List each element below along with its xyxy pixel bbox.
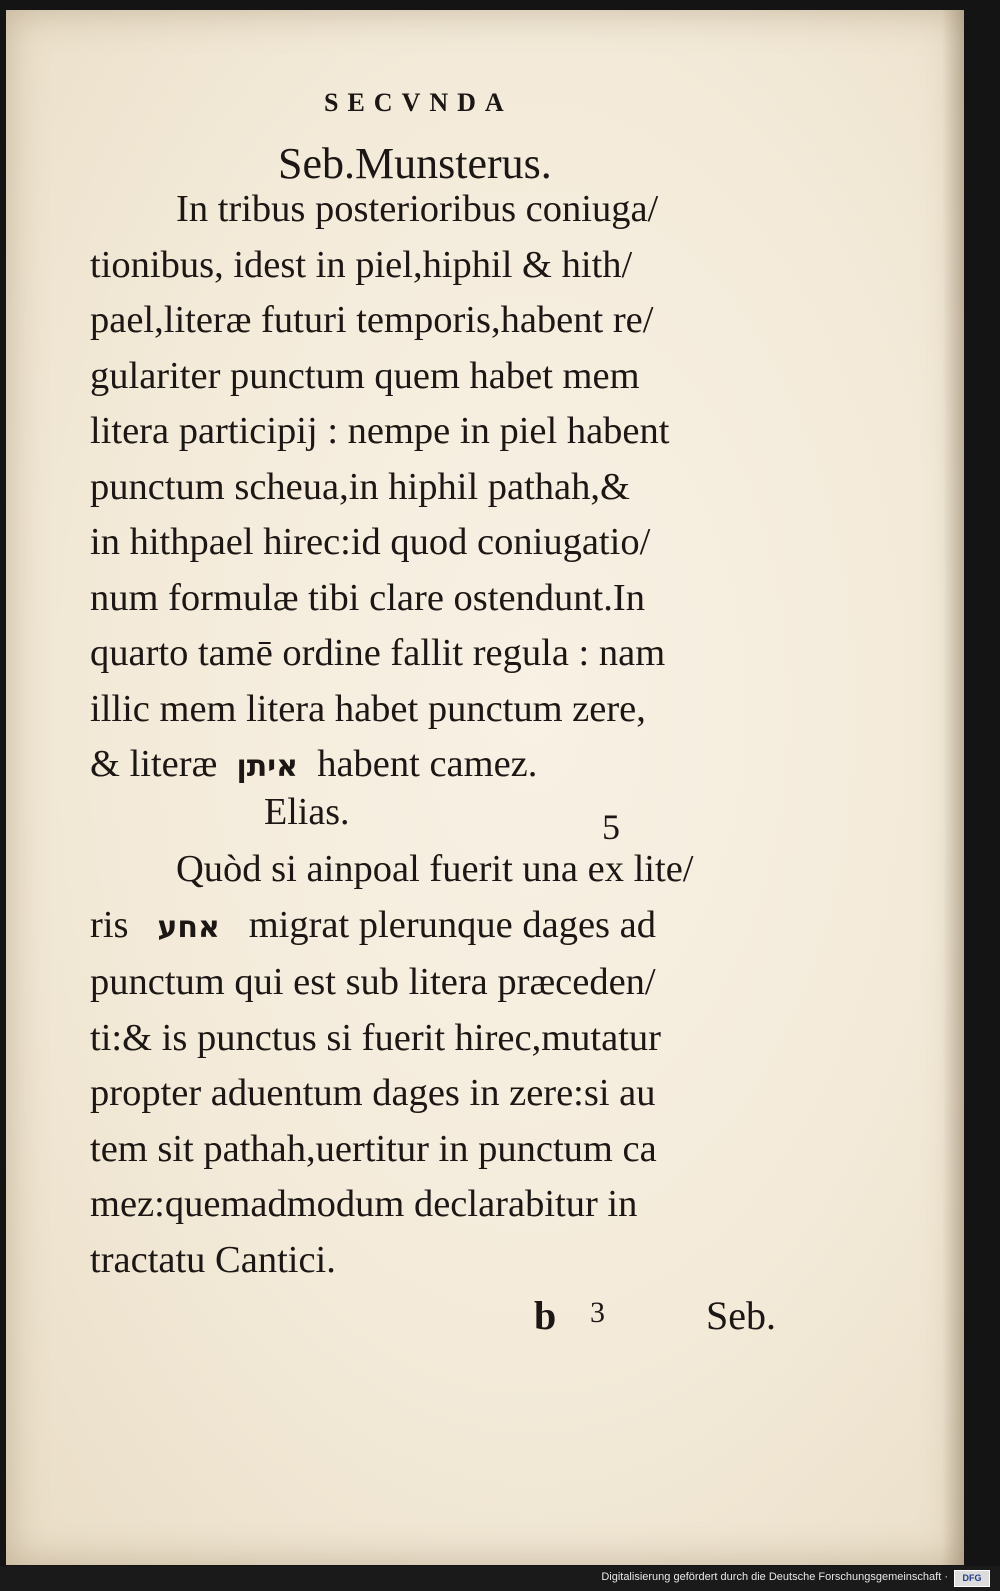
author-heading: Seb.Munsterus.	[278, 139, 552, 188]
text-fragment: & literæ	[90, 743, 218, 785]
text-line-with-hebrew	[90, 898, 810, 956]
hebrew-word: אחע	[157, 909, 220, 945]
text-line: tem sit pathah,uertitur in punctum ca	[90, 1127, 657, 1170]
text-line: tractatu Cantici.	[90, 1238, 336, 1281]
text-line: ti:& is punctus si fuerit hirec,mutatur	[90, 1016, 661, 1059]
catchword: Seb.	[706, 1293, 776, 1338]
text-line: In tribus posterioribus coniuga/	[176, 188, 659, 230]
text-line: in hithpael hirec:id quod coniugatio/	[90, 521, 651, 563]
signature-mark	[534, 1292, 605, 1339]
text-line: propter aduentum dages in zere:si au	[90, 1072, 656, 1114]
text-line: Quòd si ainpoal fuerit una ex lite/	[176, 848, 694, 890]
footer-bar	[0, 1566, 1000, 1591]
text-line-with-hebrew	[90, 737, 810, 795]
margin-number: 5	[602, 807, 620, 847]
text-line: num formulæ tibi clare ostendunt.In	[90, 576, 645, 619]
text-line: quarto tamē ordine fallit regula : nam	[90, 632, 666, 674]
speaker-heading: Elias.	[264, 791, 350, 833]
text-line: punctum qui est sub litera præceden/	[90, 961, 656, 1003]
text-fragment: migrat plerunque dages ad	[248, 903, 657, 946]
text-line: litera participij : nempe in piel habent	[90, 410, 670, 452]
signature-number: 3	[590, 1296, 605, 1329]
funding-credit: Digitalisierung gefördert durch die Deutsche Forschungsgemeinschaft ·	[601, 1571, 948, 1583]
paragraph-munsterus	[90, 182, 810, 795]
text-fragment: habent camez.	[317, 743, 538, 785]
hebrew-word: איתן	[236, 749, 298, 784]
text-line: pael,literæ futuri temporis,habent re/	[90, 299, 654, 341]
text-line: mez:quemadmodum declarabitur in	[90, 1183, 638, 1225]
page-edge-shadow	[942, 10, 964, 1565]
text-line: gulariter punctum quem habet mem	[90, 354, 640, 397]
running-head: SECVNDA	[324, 88, 513, 117]
text-line: tionibus, idest in piel,hiphil & hith/	[90, 243, 633, 286]
text-fragment: ris	[90, 903, 129, 946]
text-line: punctum scheua,in hiphil pathah,&	[90, 465, 630, 508]
signature-letter: b	[534, 1293, 557, 1338]
text-line: illic mem litera habet punctum zere,	[90, 687, 646, 730]
dfg-logo: DFG	[954, 1570, 990, 1587]
book-page	[6, 10, 964, 1565]
paragraph-elias	[90, 842, 810, 1288]
